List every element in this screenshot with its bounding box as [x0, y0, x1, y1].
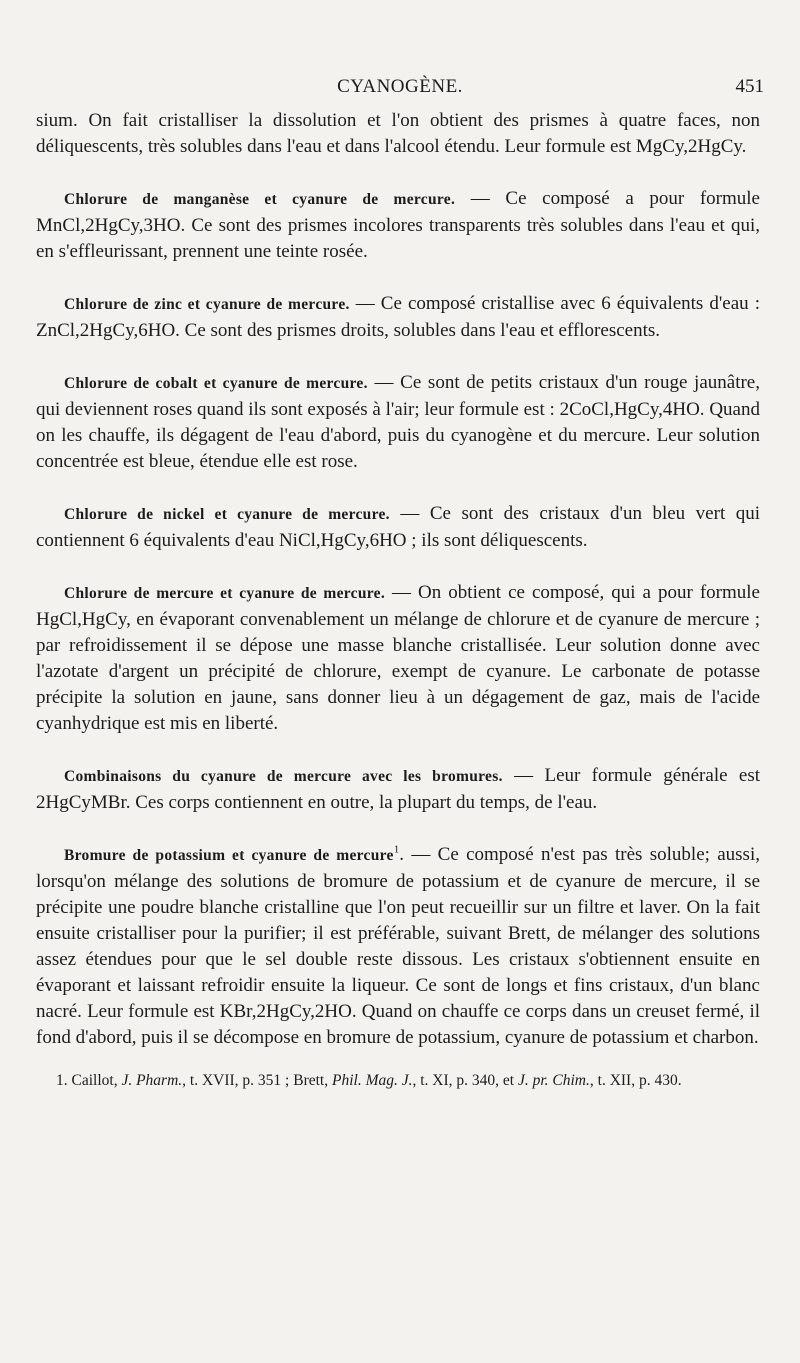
section-heading: Chlorure de manganèse et cyanure de mercure. — [64, 191, 456, 208]
paragraph-text: — Leur formule générale est 2HgCyMBr. Ces corps contiennent en outre, la plupart du temps, de l'eau. — [36, 765, 760, 813]
paragraph-text: — Ce sont des cristaux d'un bleu vert qui contiennent 6 équivalents d'eau NiCl,HgCy,6HO ; ils sont déliquescents. — [36, 503, 760, 551]
page-number: 451 — [735, 76, 764, 97]
section-heading: Bromure de potassium et cyanure de mercure — [64, 847, 394, 864]
paragraph-continuation — [36, 108, 760, 160]
paragraph-text: — Ce sont de petits cristaux d'un rouge jaunâtre, qui deviennent roses quand ils sont exposés à l'air; leur formule est : 2CoCl,HgCy,4HO. Quand on les chauffe, ils dégagent de l'eau d'abord, puis du cyanogène et du mercure. Leur solution concentrée est bleue, étendue elle est rose. — [36, 372, 760, 472]
paragraph-mercury-chloride — [36, 580, 760, 737]
section-heading: Chlorure de nickel et cyanure de mercure. — [64, 506, 390, 523]
section-heading: Chlorure de cobalt et cyanure de mercure. — [64, 375, 368, 392]
footnote-text: , t. XI, p. 340, et — [412, 1072, 518, 1089]
section-heading: Chlorure de mercure et cyanure de mercure. — [64, 585, 386, 602]
footnote — [36, 1071, 760, 1091]
paragraph-text: . — Ce composé n'est pas très soluble; aussi, lorsqu'on mélange des solutions de bromure de potassium et de cyanure de mercure, il se précipite une poudre blanche cristalline que l'on peut recueillir sur un filtre et laver. On la fait ensuite cristalliser pour la purifier; il est préférable, suivant Brett, de mélanger des solutions assez étendues pour que le sel double reste dissous. Les cristaux s'obtiennent ensuite en évaporant et laissant refroidir ensuite la liqueur. Ce sont de longs et fins cristaux, d'un blanc nacré. Leur formule est KBr,2HgCy,2HO. Quand on chauffe ce corps dans un creuset fermé, il fond d'abord, puis il se décompose en bromure de potassium, cyanure de potassium et charbon. — [36, 844, 760, 1048]
footnote-journal: J. Pharm. — [121, 1072, 183, 1089]
footnote-text: , t. XVII, p. 351 ; Brett, — [182, 1072, 332, 1089]
body-text — [36, 108, 760, 1091]
paragraph-text: — Ce composé a pour formule MnCl,2HgCy,3HO. Ce sont des prismes incolores transparents très solubles dans l'eau et qui, en s'effleurissant, prennent une teinte rosée. — [36, 188, 760, 262]
section-heading: Combinaisons du cyanure de mercure avec les bromures. — [64, 768, 503, 785]
paragraph-cobalt — [36, 370, 760, 475]
footnotes — [36, 1071, 760, 1091]
paragraph-text: — On obtient ce composé, qui a pour formule HgCl,HgCy, en évaporant convenablement un mélange de chlorure et de cyanure de mercure ; par refroidissement il se dépose une masse blanche cristallisée. Leur solution donne avec l'azotate d'argent un précipité de chlorure, exempt de cyanure. Le carbonate de potasse précipite la solution en jaune, sans donner lieu à un dégagement de gaz, mais de l'acide cyanhydrique est mis en liberté. — [36, 582, 760, 734]
paragraph-manganese — [36, 186, 760, 265]
paragraph-zinc — [36, 291, 760, 344]
paragraph-text: sium. On fait cristalliser la dissolution et l'on obtient des prismes à quatre faces, non déliquescents, très solubles dans l'eau et dans l'alcool étendu. Leur formule est MgCy,2HgCy. — [36, 110, 760, 157]
footnote-text: , t. XII, p. 430. — [589, 1072, 682, 1089]
running-header — [36, 76, 764, 102]
paragraph-text: — Ce composé cristallise avec 6 équivalents d'eau : ZnCl,2HgCy,6HO. Ce sont des prismes droits, solubles dans l'eau et efflorescents. — [36, 293, 760, 341]
paragraph-nickel — [36, 501, 760, 554]
running-title: CYANOGÈNE. — [337, 76, 463, 97]
paragraph-bromides — [36, 763, 760, 816]
footnote-ref: 1 — [393, 843, 400, 856]
footnote-text: 1. Caillot, — [56, 1072, 122, 1089]
footnote-journal: Phil. Mag. J. — [331, 1072, 413, 1089]
section-heading: Chlorure de zinc et cyanure de mercure. — [64, 296, 350, 313]
paragraph-potassium-bromide — [36, 842, 760, 1051]
footnote-journal: J. pr. Chim. — [517, 1072, 590, 1089]
